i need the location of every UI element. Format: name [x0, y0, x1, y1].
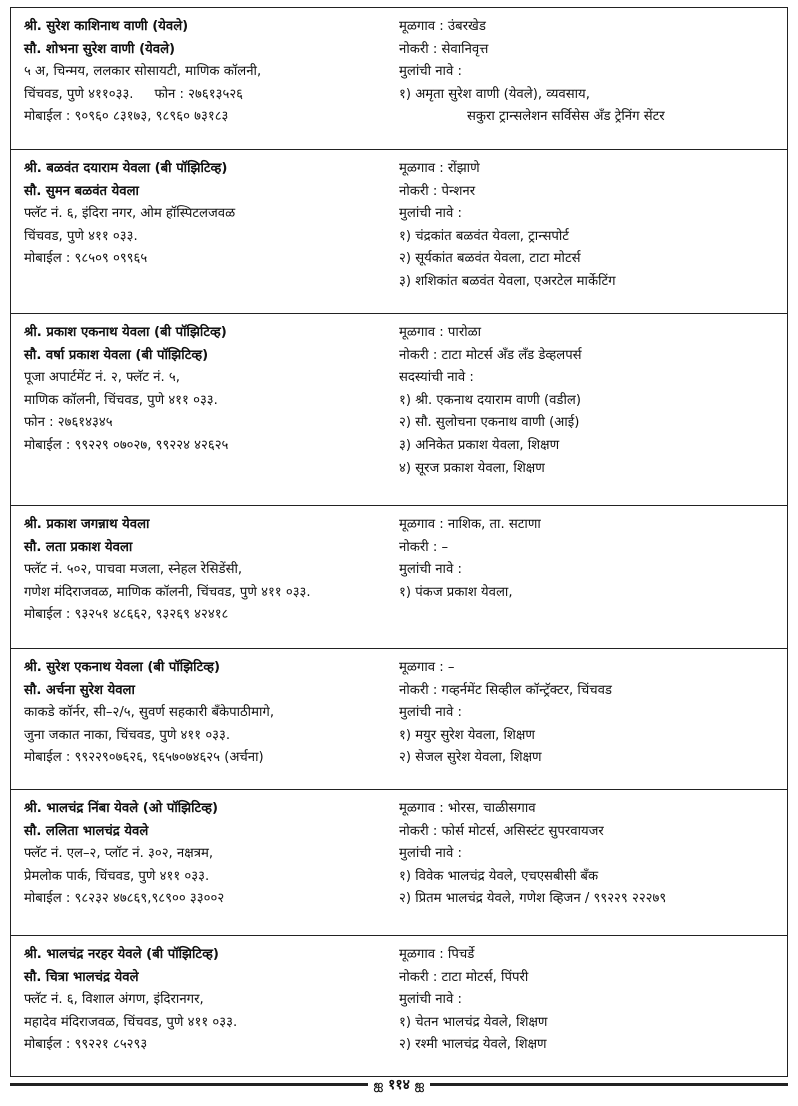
children-heading: मुलांची नावे : [399, 562, 462, 578]
native-village: मूळगाव : पारोळा [399, 325, 482, 340]
child-item: १) चेतन भालचंद्र येवले, शिक्षण [399, 1014, 548, 1030]
member-entry [11, 789, 787, 935]
address-line: फ्लॅट नं. ६, इंदिरा नगर, ओम हॉस्पिटलजवळ [24, 206, 236, 222]
member-item: १) श्री. एकनाथ दयाराम वाणी (वडील) [399, 392, 581, 408]
native-village: मूळगाव : भोरस, चाळीसगाव [399, 801, 536, 816]
address-line: चिंचवड, पुणे ४११०३३. फोन : २७६१३५२६ [24, 86, 244, 102]
mobile-line: मोबाईल : ९९२२९०७६२६, ९६५७०७४६२५ (अर्चना) [24, 750, 264, 766]
occupation: नोकरी : गव्हर्नमेंट सिव्हील कॉन्ट्रॅक्टर, चिंचवड [399, 682, 612, 698]
member-details-column [399, 506, 787, 648]
children-heading: मुलांची नावे : [399, 992, 462, 1008]
member-entry [11, 935, 787, 1076]
head-name: श्री. सुरेश एकनाथ येवला (बी पॉझिटिव्ह) [24, 660, 221, 675]
member-entry [11, 8, 787, 149]
footer-rule-right [430, 1083, 788, 1086]
mobile-line: मोबाईल : ९८५०९ ०९९६५ [24, 251, 148, 267]
member-details-column [399, 314, 787, 505]
address-line: ५ अ, चिन्मय, ललकार सोसायटी, माणिक कॉलनी, [24, 64, 262, 80]
child-item: २) रश्मी भालचंद्र येवले, शिक्षण [399, 1037, 547, 1053]
member-details-column [399, 649, 787, 789]
member-item: ३) अनिकेत प्रकाश येवला, शिक्षण [399, 437, 560, 453]
native-village: मूळगाव : – [399, 660, 455, 675]
child-item: २) सूर्यकांत बळवंत येवला, टाटा मोटर्स [399, 251, 581, 267]
head-name: श्री. प्रकाश जगन्नाथ येवला [24, 517, 150, 532]
children-heading: मुलांची नावे : [399, 705, 462, 721]
child-item: २) सेजल सुरेश येवला, शिक्षण [399, 750, 542, 766]
child-item: १) मयुर सुरेश येवला, शिक्षण [399, 727, 535, 743]
address-line: फ्लॅट नं. ६, विशाल अंगण, इंदिरानगर, [24, 992, 204, 1008]
address-line: चिंचवड, पुणे ४११ ०३३. [24, 228, 138, 244]
mobile-line: मोबाईल : ९९२२९ ०७०२७, ९९२२४ ४२६२५ [24, 437, 229, 453]
address-line: पूजा अपार्टमेंट नं. २, फ्लॅट नं. ५, [24, 370, 180, 386]
spouse-name: सौ. शोभना सुरेश वाणी (येवले) [24, 41, 176, 57]
address-line: प्रेमलोक पार्क, चिंचवड, पुणे ४११ ०३३. [24, 868, 210, 884]
child-item: २) प्रितम भालचंद्र येवले, गणेश व्हिजन / ९९२२९ २२२७९ [399, 891, 667, 907]
members-heading: सदस्यांची नावे : [399, 370, 474, 386]
children-heading: मुलांची नावे : [399, 206, 462, 222]
member-directory [10, 7, 788, 1077]
occupation: नोकरी : टाटा मोटर्स अँड लँड डेव्हलपर्स [399, 347, 582, 363]
member-details-column [399, 936, 787, 1076]
address-line: महादेव मंदिराजवळ, चिंचवड, पुणे ४११ ०३३. [24, 1014, 238, 1030]
child-item: १) चंद्रकांत बळवंत येवला, ट्रान्सपोर्ट [399, 228, 569, 244]
child-item: १) पंकज प्रकाश येवला, [399, 584, 513, 600]
member-address-column [11, 8, 399, 149]
head-name: श्री. बळवंत दयाराम येवला (बी पॉझिटिव्ह) [24, 161, 228, 176]
footer-rule-left [10, 1083, 368, 1086]
member-details-column [399, 150, 787, 313]
member-details-column [399, 8, 787, 149]
mobile-line: मोबाईल : ९८२३२ ४७८६९,९८९०० ३३००२ [24, 891, 225, 907]
address-line: माणिक कॉलनी, चिंचवड, पुणे ४११ ०३३. [24, 392, 218, 408]
head-name: श्री. सुरेश काशिनाथ वाणी (येवले) [24, 19, 189, 34]
page-footer [10, 1074, 788, 1094]
address-line: काकडे कॉर्नर, सी–२/५, सुवर्ण सहकारी बँकेपाठीमागे, [24, 705, 275, 721]
member-address-column [11, 790, 399, 935]
spouse-name: सौ. वर्षा प्रकाश येवला (बी पॉझिटिव्ह) [24, 347, 209, 363]
native-village: मूळगाव : पिचर्डे [399, 947, 475, 962]
ornament-right-icon: ஐ [414, 1077, 425, 1092]
member-address-column [11, 936, 399, 1076]
spouse-name: सौ. सुमन बळवंत येवला [24, 183, 139, 199]
member-entry [11, 313, 787, 505]
occupation: नोकरी : सेवानिवृत्त [399, 41, 489, 57]
spouse-name: सौ. ललिता भालचंद्र येवले [24, 823, 149, 839]
native-village: मूळगाव : उंबरखेड [399, 19, 486, 34]
phone-line: फोन : २७६१४३४५ [24, 415, 113, 431]
child-item-continued: सकुरा ट्रान्सलेशन सर्विसेस अँड ट्रेनिंग सेंटर [467, 109, 665, 125]
native-village: मूळगाव : नाशिक, ता. सटाणा [399, 517, 541, 532]
occupation: नोकरी : पेन्शनर [399, 183, 476, 199]
page-number: ११४ [388, 1076, 410, 1093]
page-number-block [368, 1075, 431, 1094]
mobile-line: मोबाईल : ९०९६० ८३१७३, ९८९६० ७३१८३ [24, 109, 229, 125]
address-line: फ्लॅट नं. ५०२, पाचवा मजला, स्नेहल रेसिडेंसी, [24, 562, 243, 578]
spouse-name: सौ. चित्रा भालचंद्र येवले [24, 969, 139, 985]
child-item: ३) शशिकांत बळवंत येवला, एअरटेल मार्केटिंग [399, 273, 616, 289]
ornament-left-icon: ஐ [373, 1077, 384, 1092]
member-details-column [399, 790, 787, 935]
spouse-name: सौ. अर्चना सुरेश येवला [24, 682, 135, 698]
head-name: श्री. भालचंद्र निंबा येवले (ओ पॉझिटिव्ह) [24, 801, 219, 816]
member-item: २) सौ. सुलोचना एकनाथ वाणी (आई) [399, 415, 580, 431]
native-village: मूळगाव : रोंझाणे [399, 161, 480, 176]
member-address-column [11, 314, 399, 505]
member-entry [11, 149, 787, 313]
child-item: १) विवेक भालचंद्र येवले, एचएसबीसी बँक [399, 868, 599, 884]
head-name: श्री. भालचंद्र नरहर येवले (बी पॉझिटिव्ह) [24, 947, 219, 962]
member-address-column [11, 649, 399, 789]
mobile-line: मोबाईल : ९३२५१ ४८६६२, ९३२६९ ४२४१८ [24, 607, 229, 623]
member-address-column [11, 506, 399, 648]
member-item: ४) सूरज प्रकाश येवला, शिक्षण [399, 460, 545, 476]
member-entry [11, 505, 787, 648]
address-line: फ्लॅट नं. एल–२, प्लॉट नं. ३०२, नक्षत्रम, [24, 846, 214, 862]
children-heading: मुलांची नावे : [399, 64, 462, 80]
spouse-name: सौ. लता प्रकाश येवला [24, 539, 133, 555]
member-address-column [11, 150, 399, 313]
member-entry [11, 648, 787, 789]
children-heading: मुलांची नावे : [399, 846, 462, 862]
address-line: गणेश मंदिराजवळ, माणिक कॉलनी, चिंचवड, पुणे ४११ ०३३. [24, 584, 311, 600]
occupation: नोकरी : – [399, 539, 449, 555]
occupation: नोकरी : टाटा मोटर्स, पिंपरी [399, 969, 529, 985]
head-name: श्री. प्रकाश एकनाथ येवला (बी पॉझिटिव्ह) [24, 325, 227, 340]
child-item: १) अमृता सुरेश वाणी (येवले), व्यवसाय, [399, 86, 590, 102]
mobile-line: मोबाईल : ९९२२१ ८५२९३ [24, 1037, 148, 1053]
address-line: जुना जकात नाका, चिंचवड, पुणे ४११ ०३३. [24, 727, 231, 743]
occupation: नोकरी : फोर्स मोटर्स, असिस्टंट सुपरवायजर [399, 823, 604, 839]
